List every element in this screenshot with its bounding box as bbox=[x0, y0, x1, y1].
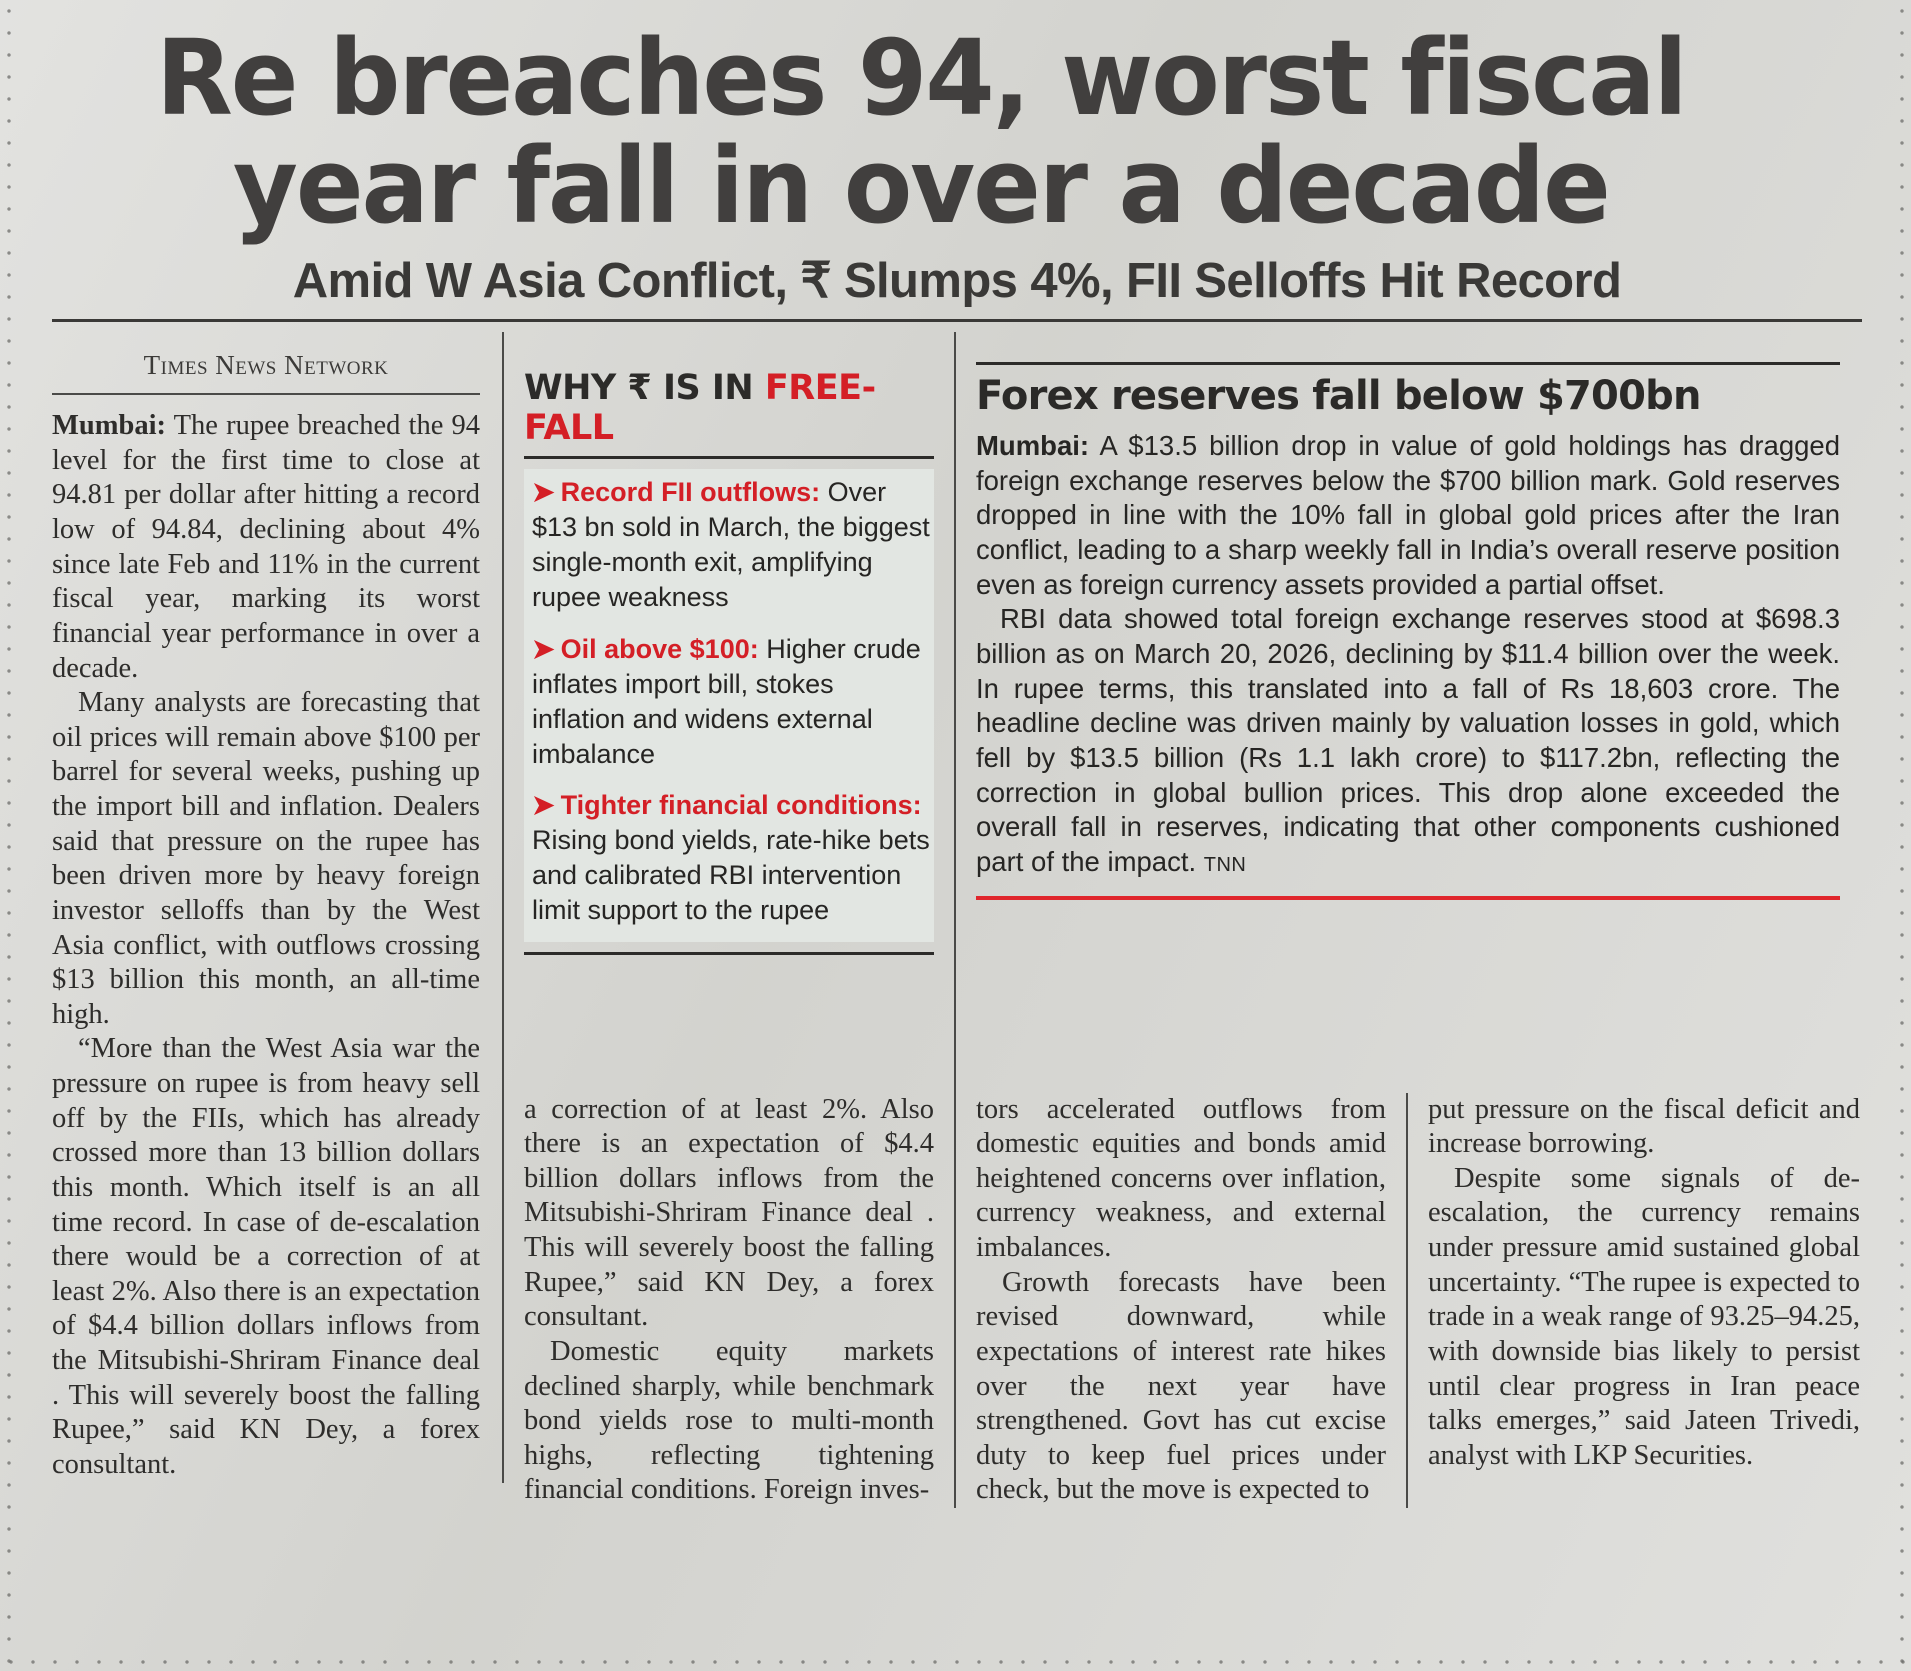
paragraph-text: a correction of at least 2%. Also there is an expectation of $4.4 billion dollars inflows from the Mitsubishi-Shriram Finance deal . This will severely boost the falling Rupee,” said KN Dey, a forex consultant. bbox=[524, 1093, 934, 1333]
why-item-tag: Tighter financial conditions: bbox=[560, 789, 922, 820]
paragraph bbox=[976, 602, 1840, 879]
paragraph bbox=[52, 409, 480, 686]
why-box-item bbox=[528, 788, 930, 928]
paragraph bbox=[1428, 1093, 1860, 1162]
paragraph bbox=[1428, 1162, 1860, 1474]
lower-column-two bbox=[504, 1093, 956, 1509]
paragraph-text: The rupee breached the 94 level for the first time to close at 94.81 per dollar after hitting a record low of 94.84, declining about 4% since late Feb and 11% in the current fiscal year, marking its worst financial year performance in over a decade. bbox=[52, 410, 480, 684]
page-title: Re breaches 94, worst fiscal year fall in over a decade bbox=[155, 17, 1686, 248]
paragraph-text: Domestic equity markets declined sharply, while benchmark bond yields rose to multi-month highs, reflecting tightening financial conditions. Foreign inves- bbox=[524, 1335, 934, 1506]
paragraph-text: Many analysts are forecasting that oil prices will remain above $100 per barrel for several weeks, pushing up the import bill and inflation. Dealers said that pressure on the rupee has been driven more by heavy foreign investor selloffs than by the West Asia conflict, with outflows crossing $13 billion this month, an all-time high. bbox=[52, 687, 480, 1030]
dateline: Mumbai: bbox=[52, 410, 166, 442]
paragraph-text: tors accelerated outflows from domestic equities and bonds amid heightened concerns over inflation, currency weakness, and external imbalances. bbox=[976, 1093, 1386, 1264]
why-box-title-text: WHY ₹ IS IN bbox=[524, 368, 765, 409]
paragraph-text: Despite some signals of de-escalation, the currency remains under pressure amid sustained global uncertainty. “The rupee is expected to trade in a weak range of 93.25–94.25, with downside bias likely to persist until clear progress in Iran peace talks emerges,” said Jateen Trivedi, analyst with LKP Securities. bbox=[1428, 1162, 1860, 1471]
why-item-tag: Oil above $100: bbox=[560, 633, 759, 664]
paragraph bbox=[52, 686, 480, 1032]
forex-top-rule bbox=[976, 362, 1840, 365]
bullet-arrow-icon: ➤ bbox=[532, 633, 555, 664]
byline-divider bbox=[52, 393, 480, 395]
bullet-arrow-icon: ➤ bbox=[532, 477, 555, 508]
dateline: Mumbai: bbox=[976, 430, 1090, 462]
bullet-arrow-icon: ➤ bbox=[532, 789, 555, 820]
paragraph-text: RBI data showed total foreign exchange reserves stood at $698.3 billion as on March 20, 2026, declining by $11.4 billion over the week. In rupee terms, this translated into a fall of Rs 18,603 crore. The headline decline was driven mainly by valuation losses in gold, which fell by $13.5 billion (Rs 1.1 lakh crore) to $117.2bn, reflecting the correction in global bullion prices. This drop alone exceeded the overall fall in reserves, indicating that other components cushioned part of the impact. bbox=[976, 603, 1840, 877]
paragraph bbox=[52, 1032, 480, 1482]
red-separator-rule bbox=[976, 896, 1840, 900]
why-box-item bbox=[528, 475, 930, 615]
why-box-item bbox=[528, 632, 930, 772]
article-subheadline: Amid W Asia Conflict, ₹ Slumps 4%, FII Selloffs Hit Record bbox=[292, 254, 1622, 309]
byline: Times News Network bbox=[143, 350, 389, 381]
why-item-text: Rising bond yields, rate-hike bets and calibrated RBI intervention limit support to the rupee bbox=[532, 825, 930, 926]
paragraph-text: A $13.5 billion drop in value of gold holdings has dragged foreign exchange reserves below the $700 billion mark. Gold reserves dropped in line with the 10% fall in global gold prices after the Iran conflict, leading to a sharp weekly fall in India’s overall reserve position even as foreign currency assets provided a partial offset. bbox=[976, 430, 1840, 600]
why-box-title bbox=[524, 368, 934, 448]
column-one bbox=[52, 332, 504, 1482]
why-item-tag: Record FII outflows: bbox=[560, 477, 821, 508]
paragraph bbox=[976, 1093, 1386, 1266]
paragraph-text: “More than the West Asia war the pressure on rupee is from heavy sell off by the FIIs, which has already crossed more than 13 billion dollars this month. Which itself is an all time record. In case of de-escalation there would be a correction of at least 2%. Also there is an expectation of $4.4 billion dollars inflows from the Mitsubishi-Shriram Finance deal . This will severely boost the falling Rupee,” said KN Dey, a forex consultant. bbox=[52, 1033, 480, 1480]
why-box bbox=[524, 469, 934, 942]
paragraph-text: Growth forecasts have been revised downward, while expectations of interest rate hikes over the next year have strengthened. Govt has cut excise duty to keep fuel prices under check, but the move is expected to bbox=[976, 1266, 1386, 1506]
main-story-column-one bbox=[52, 409, 480, 1482]
lower-column-four bbox=[1408, 1093, 1860, 1509]
why-item-text: Over $13 bn sold in March, the biggest single-month exit, amplifying rupee weakness bbox=[532, 477, 930, 613]
paragraph bbox=[976, 429, 1840, 602]
why-item-text: Higher crude inflates import bill, stokes inflation and widens external imbalance bbox=[532, 633, 921, 769]
perforation-bottom-edge bbox=[0, 1655, 1911, 1669]
lower-column-grid bbox=[504, 1093, 1862, 1509]
story-credit: TNN bbox=[1203, 853, 1247, 876]
forex-story-body bbox=[976, 429, 1840, 879]
paragraph bbox=[976, 1266, 1386, 1508]
why-box-title-highlight: FREE-FALL bbox=[524, 368, 876, 449]
paragraph bbox=[524, 1335, 934, 1508]
why-box-bottom-rule bbox=[524, 952, 934, 955]
lower-column-three bbox=[956, 1093, 1408, 1509]
perforation-right-edge bbox=[1895, 0, 1909, 1671]
forex-headline: Forex reserves fall below $700bn bbox=[976, 373, 1701, 420]
perforation-left-edge bbox=[2, 0, 16, 1671]
article-content bbox=[52, 17, 1862, 1508]
paragraph-text: put pressure on the fiscal deficit and increase borrowing. bbox=[1428, 1093, 1860, 1160]
why-box-top-rule bbox=[524, 456, 934, 459]
header-divider bbox=[52, 319, 1862, 322]
paragraph bbox=[524, 1093, 934, 1335]
